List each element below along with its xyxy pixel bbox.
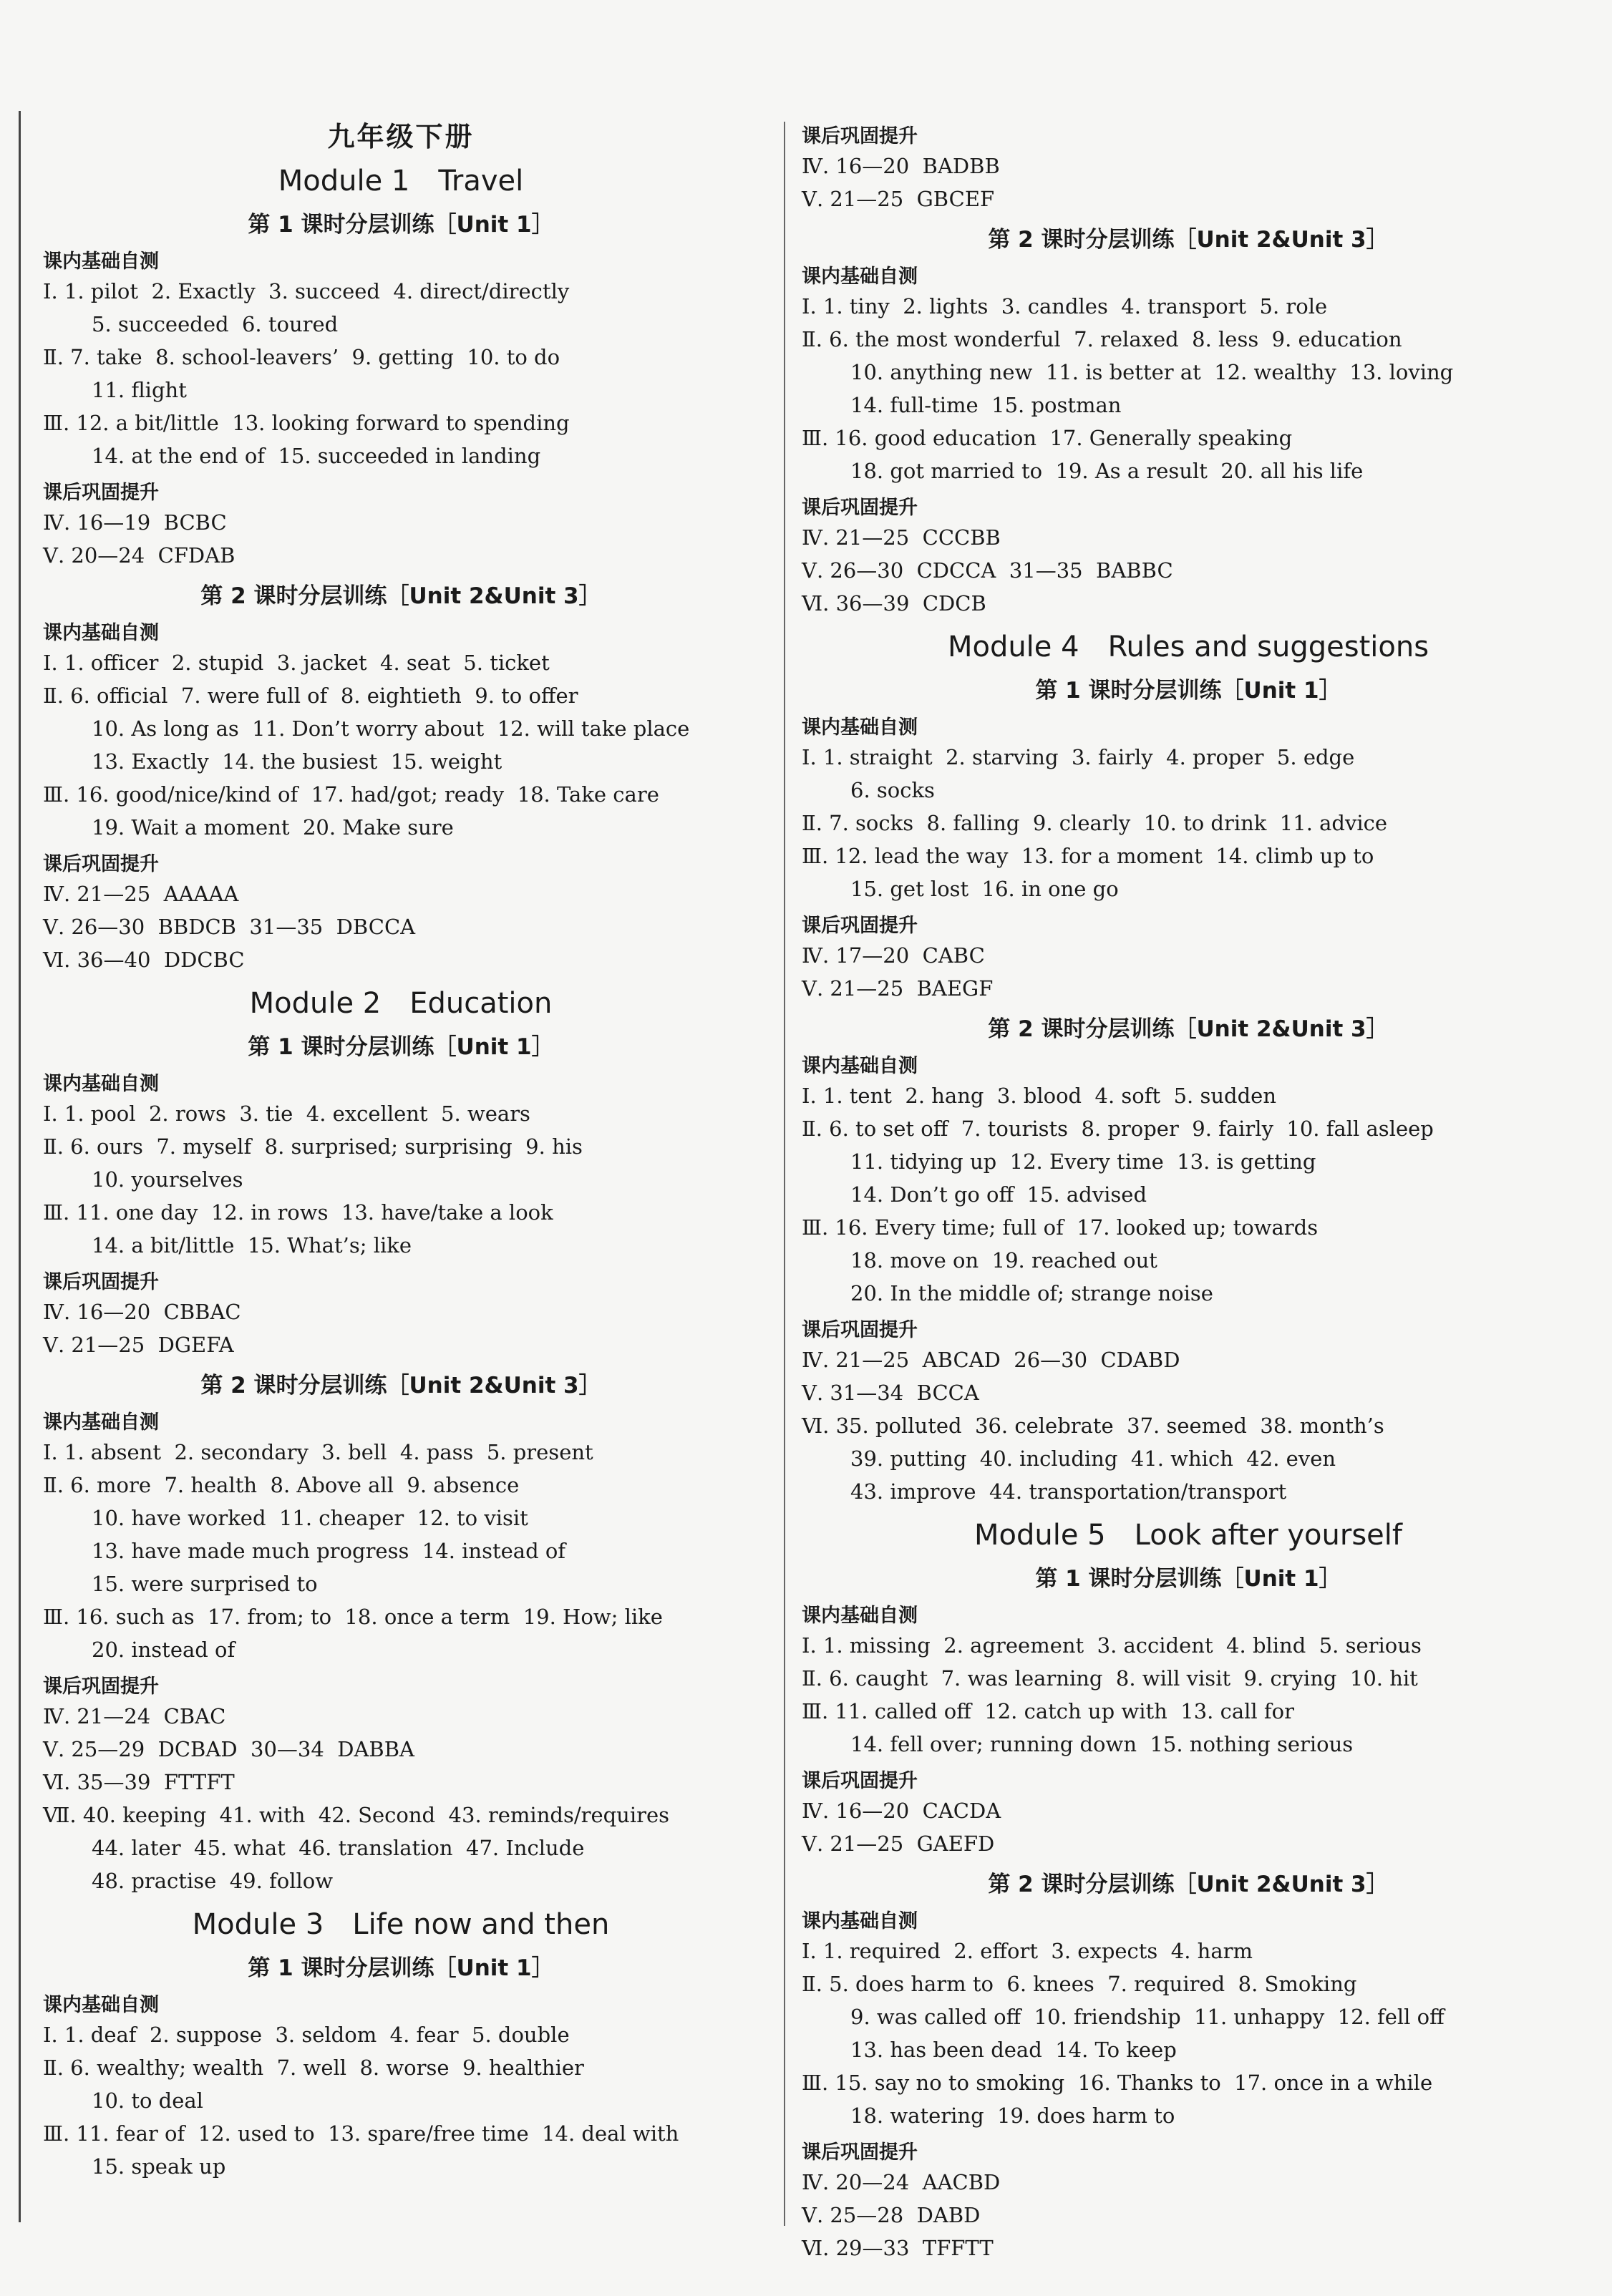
answer-line: 15. were surprised to [92, 1572, 318, 1596]
section-label: 课内基础自测 [802, 1910, 918, 1932]
answer-line: Ⅳ. 16—20 BADBB [802, 154, 1000, 178]
lesson-title: 第 2 课时分层训练［Unit 2&Unit 3］ [988, 1872, 1389, 1897]
answer-line: Ⅴ. 26—30 BBDCB 31—35 DBCCA [43, 915, 416, 939]
section-label: 课内基础自测 [43, 250, 159, 273]
answer-line: 44. later 45. what 46. translation 47. Include [92, 1836, 585, 1860]
answer-line: Ⅲ. 16. such as 17. from; to 18. once a term 19. How; like [43, 1605, 663, 1629]
answer-line: 10. anything new 11. is better at 12. wealthy 13. loving [850, 360, 1454, 384]
answer-line: 10. yourselves [92, 1167, 243, 1192]
right-column-content [802, 120, 1575, 2265]
section-label: 课后巩固提升 [43, 853, 159, 875]
answer-line: Ⅲ. 16. good education 17. Generally speaking [802, 426, 1293, 450]
answer-line: Ⅰ. 1. deaf 2. suppose 3. seldom 4. fear 5. double [43, 2023, 570, 2047]
answer-line: Ⅲ. 15. say no to smoking 16. Thanks to 17. once in a while [802, 2071, 1433, 2095]
section-label: 课内基础自测 [43, 1073, 159, 1095]
answer-line: Ⅱ. 6. to set off 7. tourists 8. proper 9. fairly 10. fall asleep [802, 1117, 1434, 1141]
lesson-title: 第 2 课时分层训练［Unit 2&Unit 3］ [988, 1016, 1389, 1042]
lesson-title: 第 1 课时分层训练［Unit 1］ [1035, 1566, 1341, 1592]
section-label: 课内基础自测 [43, 622, 159, 644]
answer-line: Ⅳ. 16—20 CACDA [802, 1799, 1001, 1823]
grade-heading: 九年级下册 [327, 120, 475, 152]
answer-line: 43. improve 44. transportation/transport [850, 1479, 1287, 1504]
answer-line: Ⅵ. 35. polluted 36. celebrate 37. seemed 38. month’s [802, 1414, 1384, 1438]
column-divider [784, 122, 785, 2226]
answer-line: Ⅴ. 31—34 BCCA [802, 1381, 979, 1405]
module-title: Module 5 Look after yourself [974, 1519, 1402, 1552]
answer-line: Ⅱ. 7. socks 8. falling 9. clearly 10. to drink 11. advice [802, 811, 1388, 835]
answer-line: 18. move on 19. reached out [850, 1248, 1157, 1273]
answer-line: 20. instead of [92, 1638, 236, 1662]
answer-line: 14. Don’t go off 15. advised [850, 1182, 1147, 1207]
answer-line: Ⅰ. 1. missing 2. agreement 3. accident 4. blind 5. serious [802, 1633, 1422, 1658]
answer-line: Ⅰ. 1. required 2. effort 3. expects 4. harm [802, 1939, 1253, 1963]
answer-line: 14. fell over; running down 15. nothing serious [850, 1732, 1354, 1756]
section-label: 课后巩固提升 [802, 1319, 918, 1341]
section-label: 课后巩固提升 [802, 2141, 918, 2164]
answer-line: Ⅱ. 6. the most wonderful 7. relaxed 8. less 9. education [802, 327, 1402, 351]
answer-line: 15. get lost 16. in one go [850, 877, 1119, 901]
answer-line: 10. have worked 11. cheaper 12. to visit [92, 1506, 528, 1530]
answer-line: Ⅳ. 16—20 CBBAC [43, 1300, 241, 1324]
answer-line: 10. to deal [92, 2088, 203, 2113]
section-label: 课后巩固提升 [802, 125, 918, 147]
left-column-content [43, 158, 759, 2183]
lesson-title: 第 1 课时分层训练［Unit 1］ [248, 212, 554, 238]
answer-line: Ⅴ. 21—25 GBCEF [802, 187, 995, 211]
left-margin-rule [19, 111, 21, 2222]
module-title: Module 3 Life now and then [192, 1908, 610, 1941]
answer-line: Ⅵ. 29—33 TFFTT [802, 2236, 994, 2260]
answer-line: Ⅴ. 21—25 GAEFD [802, 1832, 995, 1856]
section-label: 课内基础自测 [802, 1605, 918, 1627]
answer-line: Ⅲ. 16. good/nice/kind of 17. had/got; ready 18. Take care [43, 782, 659, 807]
section-label: 课内基础自测 [802, 266, 918, 288]
answer-line: 14. full-time 15. postman [850, 393, 1122, 417]
answer-line: Ⅱ. 6. wealthy; wealth 7. well 8. worse 9. healthier [43, 2056, 584, 2080]
answer-line: Ⅳ. 21—25 CCCBB [802, 525, 1001, 550]
section-label: 课内基础自测 [802, 716, 918, 739]
section-label: 课内基础自测 [43, 1994, 159, 2016]
section-label: 课后巩固提升 [802, 1770, 918, 1792]
answer-line: Ⅲ. 12. lead the way 13. for a moment 14. climb up to [802, 844, 1374, 868]
answer-line: 18. got married to 19. As a result 20. all his life [850, 459, 1364, 483]
answer-line: Ⅲ. 11. fear of 12. used to 13. spare/free time 14. deal with [43, 2121, 679, 2146]
answer-line: Ⅴ. 21—25 DGEFA [43, 1333, 234, 1357]
answer-line: 5. succeeded 6. toured [92, 312, 339, 336]
answer-line: 14. at the end of 15. succeeded in landing [92, 444, 541, 468]
answer-line: Ⅴ. 25—29 DCBAD 30—34 DABBA [43, 1737, 414, 1761]
lesson-title: 第 1 课时分层训练［Unit 1］ [248, 1955, 554, 1981]
lesson-title: 第 2 课时分层训练［Unit 2&Unit 3］ [200, 583, 601, 609]
answer-line: Ⅲ. 12. a bit/little 13. looking forward to spending [43, 411, 570, 435]
answer-line: Ⅱ. 7. take 8. school-leavers’ 9. getting 10. to do [43, 345, 560, 369]
answer-line: Ⅰ. 1. tiny 2. lights 3. candles 4. transport 5. role [802, 294, 1328, 318]
answer-line: 39. putting 40. including 41. which 42. even [850, 1446, 1336, 1471]
lesson-title: 第 1 课时分层训练［Unit 1］ [1035, 678, 1341, 704]
answer-line: Ⅳ. 17—20 CABC [802, 943, 985, 968]
answer-line: 9. was called off 10. friendship 11. unhappy 12. fell off [850, 2005, 1445, 2029]
lesson-title: 第 2 课时分层训练［Unit 2&Unit 3］ [988, 227, 1389, 253]
answer-line: Ⅰ. 1. straight 2. starving 3. fairly 4. proper 5. edge [802, 745, 1355, 769]
answer-line: 18. watering 19. does harm to [850, 2103, 1175, 2128]
section-label: 课后巩固提升 [802, 915, 918, 937]
answer-line: 10. As long as 11. Don’t worry about 12. will take place [92, 716, 690, 741]
answer-line: Ⅱ. 6. more 7. health 8. Above all 9. absence [43, 1473, 520, 1497]
answer-line: Ⅴ. 20—24 CFDAB [43, 543, 236, 568]
section-label: 课后巩固提升 [43, 1271, 159, 1293]
section-label: 课后巩固提升 [43, 1675, 159, 1698]
answer-line: Ⅶ. 40. keeping 41. with 42. Second 43. reminds/requires [43, 1803, 670, 1827]
answer-line: Ⅴ. 25—28 DABD [802, 2203, 981, 2227]
answer-line: 11. flight [92, 378, 187, 402]
answer-line: Ⅳ. 21—24 CBAC [43, 1704, 226, 1728]
answer-line: 6. socks [850, 778, 935, 802]
answer-line: 13. have made much progress 14. instead of [92, 1539, 566, 1563]
left-column [43, 107, 759, 2183]
section-label: 课内基础自测 [43, 1411, 159, 1434]
module-title: Module 4 Rules and suggestions [947, 631, 1429, 663]
answer-line: Ⅰ. 1. pool 2. rows 3. tie 4. excellent 5. wears [43, 1101, 530, 1126]
lesson-title: 第 2 课时分层训练［Unit 2&Unit 3］ [200, 1373, 601, 1398]
section-label: 课内基础自测 [802, 1055, 918, 1077]
answer-line: 19. Wait a moment 20. Make sure [92, 815, 454, 840]
answer-line: Ⅳ. 21—25 ABCAD 26—30 CDABD [802, 1348, 1180, 1372]
answer-line: 48. practise 49. follow [92, 1869, 334, 1893]
answer-line: Ⅴ. 26—30 CDCCA 31—35 BABBC [802, 558, 1173, 583]
answer-line: Ⅰ. 1. pilot 2. Exactly 3. succeed 4. direct/directly [43, 279, 570, 303]
answer-line: 15. speak up [92, 2154, 226, 2179]
section-label: 课后巩固提升 [802, 497, 918, 519]
answer-line: Ⅴ. 21—25 BAEGF [802, 976, 994, 1001]
answer-line: Ⅰ. 1. absent 2. secondary 3. bell 4. pass 5. present [43, 1440, 593, 1464]
right-column [802, 116, 1575, 2265]
answer-line: Ⅲ. 11. called off 12. catch up with 13. call for [802, 1699, 1294, 1723]
answer-line: Ⅲ. 11. one day 12. in rows 13. have/take a look [43, 1200, 553, 1225]
answer-line: 13. Exactly 14. the busiest 15. weight [92, 749, 502, 774]
module-title: Module 1 Travel [278, 165, 524, 198]
answer-line: Ⅵ. 35—39 FTTFT [43, 1770, 235, 1794]
answer-line: 14. a bit/little 15. What’s; like [92, 1233, 412, 1258]
answer-line: Ⅳ. 21—25 AAAAA [43, 882, 239, 906]
answer-line: Ⅵ. 36—40 DDCBC [43, 948, 245, 972]
answer-line: 11. tidying up 12. Every time 13. is getting [850, 1149, 1316, 1174]
answer-line: Ⅰ. 1. officer 2. stupid 3. jacket 4. seat 5. ticket [43, 651, 550, 675]
answer-line: Ⅱ. 6. caught 7. was learning 8. will visit 9. crying 10. hit [802, 1666, 1418, 1691]
answer-line: Ⅵ. 36—39 CDCB [802, 591, 986, 616]
module-title: Module 2 Education [249, 987, 553, 1020]
section-label: 课后巩固提升 [43, 482, 159, 504]
answer-line: Ⅱ. 5. does harm to 6. knees 7. required 8. Smoking [802, 1972, 1357, 1996]
lesson-title: 第 1 课时分层训练［Unit 1］ [248, 1034, 554, 1060]
answer-line: Ⅱ. 6. ours 7. myself 8. surprised; surprising 9. his [43, 1134, 583, 1159]
answer-line: Ⅳ. 16—19 BCBC [43, 510, 227, 535]
answer-line: Ⅰ. 1. tent 2. hang 3. blood 4. soft 5. sudden [802, 1084, 1277, 1108]
answer-line: 13. has been dead 14. To keep [850, 2038, 1177, 2062]
answer-line: Ⅳ. 20—24 AACBD [802, 2170, 1001, 2194]
answer-line: Ⅲ. 16. Every time; full of 17. looked up; towards [802, 1215, 1319, 1240]
answer-line: 20. In the middle of; strange noise [850, 1281, 1213, 1305]
answer-line: Ⅱ. 6. official 7. were full of 8. eightieth 9. to offer [43, 684, 578, 708]
